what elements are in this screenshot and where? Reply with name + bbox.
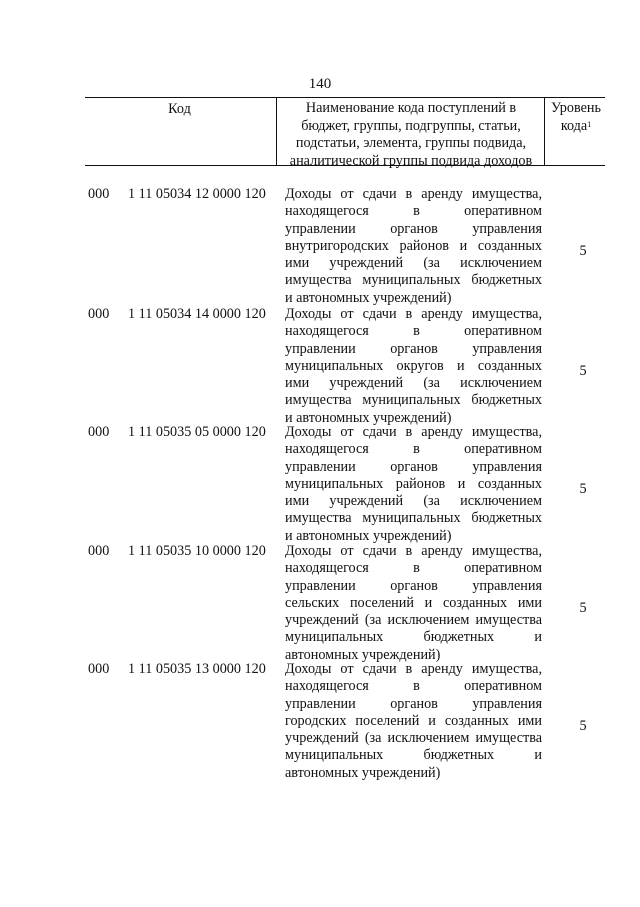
row-code: 1 11 05035 13 0000 120: [128, 661, 266, 677]
description-line: муниципальных бюджетных и: [285, 747, 542, 764]
description-line: имущества муниципальных бюджетных: [285, 510, 542, 527]
description-line: Доходы от сдачи в аренду имущества,: [285, 424, 542, 440]
description-line: и автономных учреждений): [285, 527, 452, 544]
footnote-marker: 1: [587, 119, 592, 129]
description-line: автономных учреждений): [285, 764, 441, 781]
description-line: муниципальных районов и созданных: [285, 475, 542, 492]
row-prefix: 000: [88, 424, 110, 440]
row-level: 5: [579, 600, 587, 617]
description-line: ими учреждений (за исключением: [285, 255, 542, 272]
row-code: 1 11 05035 05 0000 120: [128, 424, 266, 440]
description-line: Доходы от сдачи в аренду имущества,: [285, 543, 542, 559]
description-line: Доходы от сдачи в аренду имущества,: [285, 306, 542, 322]
header-name-line: бюджет, группы, подгруппы, статьи,: [301, 117, 521, 134]
description-line: учреждений (за исключением имущества: [285, 730, 542, 747]
description-line: автономных учреждений): [285, 646, 441, 663]
page-number: 140: [308, 76, 332, 92]
row-level: 5: [579, 481, 587, 498]
row-description: [285, 661, 542, 782]
description-line: и автономных учреждений): [285, 289, 452, 306]
description-line: управлении органов управления: [285, 458, 542, 475]
row-level: 5: [579, 718, 587, 735]
row-level: 5: [579, 243, 587, 260]
table-header: [85, 97, 605, 169]
description-line: ими учреждений (за исключением: [285, 493, 542, 510]
description-line: находящегося в оперативном: [285, 560, 542, 577]
description-line: управлении органов управления: [285, 577, 542, 594]
description-line: внутригородских районов и созданных: [285, 237, 542, 254]
description-line: управлении органов управления: [285, 220, 542, 237]
description-line: находящегося в оперативном: [285, 203, 542, 220]
description-line: городских поселений и созданных ими: [285, 712, 542, 729]
description-line: находящегося в оперативном: [285, 441, 542, 458]
header-name: [280, 100, 542, 170]
row-code: 1 11 05034 14 0000 120: [128, 306, 266, 322]
row-description: [285, 543, 542, 664]
header-level-line: Уровень: [551, 100, 601, 116]
row-code: 1 11 05034 12 0000 120: [128, 186, 266, 202]
description-line: Доходы от сдачи в аренду имущества,: [285, 186, 542, 202]
description-line: управлении органов управления: [285, 695, 542, 712]
row-description: [285, 306, 542, 427]
row-description: [285, 424, 542, 545]
description-line: сельских поселений и созданных ими: [285, 594, 542, 611]
description-line: муниципальных округов и созданных: [285, 357, 542, 374]
row-code: 1 11 05035 10 0000 120: [128, 543, 266, 559]
description-line: находящегося в оперативном: [285, 678, 542, 695]
description-line: ими учреждений (за исключением: [285, 375, 542, 392]
column-divider: [276, 98, 277, 165]
description-line: муниципальных бюджетных и: [285, 629, 542, 646]
header-level-text: кода: [560, 117, 588, 134]
row-description: [285, 186, 542, 307]
row-prefix: 000: [88, 661, 110, 677]
header-name-line: Наименование кода поступлений в: [305, 100, 517, 116]
header-level: [547, 100, 605, 135]
row-prefix: 000: [88, 543, 110, 559]
description-line: Доходы от сдачи в аренду имущества,: [285, 661, 542, 677]
header-level-line: [547, 118, 605, 136]
row-level: 5: [579, 363, 587, 380]
header-name-line: подстатьи, элемента, группы подвида,: [295, 135, 527, 151]
header-name-line: аналитической группы подвида доходов: [289, 152, 533, 169]
description-line: управлении органов управления: [285, 340, 542, 357]
description-line: и автономных учреждений): [285, 409, 452, 426]
description-line: учреждений (за исключением имущества: [285, 612, 542, 629]
description-line: имущества муниципальных бюджетных: [285, 272, 542, 289]
description-line: находящегося в оперативном: [285, 323, 542, 340]
row-prefix: 000: [88, 306, 110, 322]
header-code: Код: [168, 101, 191, 117]
description-line: имущества муниципальных бюджетных: [285, 392, 542, 409]
column-divider: [544, 98, 545, 165]
row-prefix: 000: [88, 186, 110, 202]
